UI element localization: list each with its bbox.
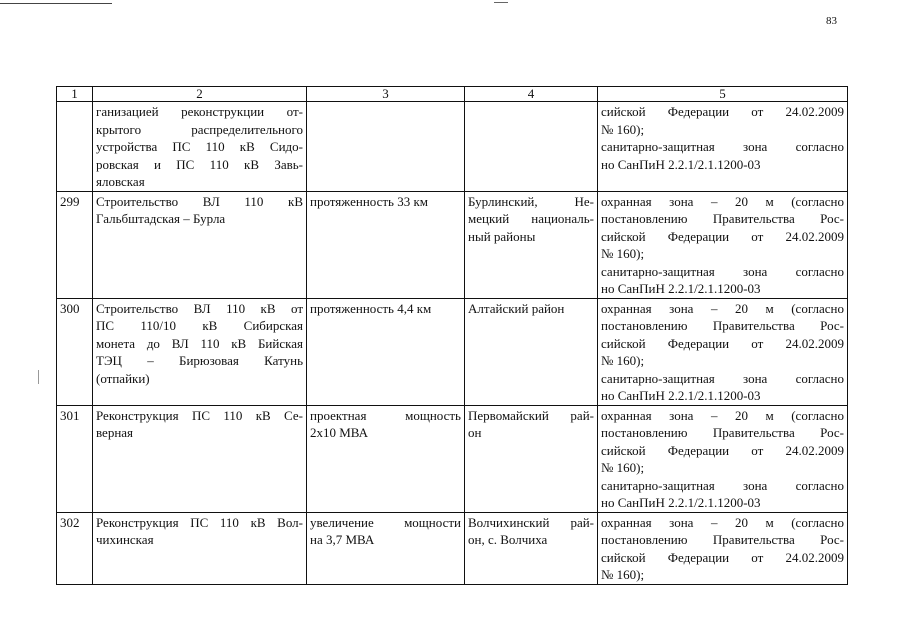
- cell-text-line: он: [468, 425, 482, 440]
- cell-text-line: но СанПиН 2.2.1/2.1.1200-03: [601, 156, 761, 172]
- district-cell: [465, 512, 598, 584]
- cell-text-line: охранная зона – 20 м (согласно: [601, 407, 844, 423]
- cell-text-line: Реконструкция ПС 110 кВ Вол-: [96, 514, 303, 530]
- cell-text-line: но СанПиН 2.2.1/2.1.1200-03: [601, 281, 761, 296]
- protection-zone-cell: [598, 405, 848, 512]
- cell-text-line: Строительство ВЛ 110 кВ: [96, 193, 303, 209]
- cell-text-line: санитарно-защитная зона согласно: [601, 139, 844, 154]
- column-header-2: 2: [93, 87, 307, 102]
- cell-text-line: № 160);: [601, 567, 645, 582]
- cell-text-line: Реконструкция ПС 110 кВ Се-: [96, 407, 303, 423]
- table-row: [57, 191, 848, 298]
- row-number-cell: 300: [57, 298, 93, 405]
- row-number-cell: 302: [57, 512, 93, 584]
- cell-text-line: верная: [96, 425, 134, 440]
- cell-text-line: № 160);: [601, 121, 645, 137]
- cell-text-line: охранная зона – 20 м (согласно: [601, 514, 844, 530]
- district-cell: [465, 405, 598, 512]
- page-number: 83: [826, 15, 837, 27]
- cell-text-line: ный районы: [468, 228, 536, 244]
- object-name-cell: [93, 512, 307, 584]
- table-header-row: [57, 87, 848, 102]
- table-row: [57, 298, 848, 405]
- district-cell: [465, 191, 598, 298]
- cell-text-line: (отпайки): [96, 370, 150, 386]
- cell-text-line: № 160);: [601, 353, 645, 368]
- protection-zone-cell: [598, 191, 848, 298]
- cell-text-line: санитарно-защитная зона согласно: [601, 263, 844, 279]
- cell-text-line: Волчихинский рай-: [468, 514, 594, 530]
- row-number-cell: 301: [57, 405, 93, 512]
- object-name-cell: [93, 298, 307, 405]
- cell-text-line: постановлению Правительства Рос-: [601, 318, 844, 333]
- cell-text-line: ровская и ПС 110 кВ Завь-: [96, 156, 303, 172]
- parameters-cell: [307, 512, 465, 584]
- cell-text-line: охранная зона – 20 м (согласно: [601, 300, 844, 316]
- cell-text-line: сийской Федерации от 24.02.2009: [601, 549, 844, 565]
- protection-zone-cell: [598, 512, 848, 584]
- cell-text-line: постановлению Правительства Рос-: [601, 425, 844, 440]
- object-name-cell: [93, 405, 307, 512]
- cell-text-line: Алтайский район: [468, 300, 565, 316]
- parameters-cell: [307, 191, 465, 298]
- cell-text-line: протяженность 4,4 км: [310, 300, 432, 316]
- cell-text-line: на 3,7 МВА: [310, 532, 375, 547]
- cell-text-line: сийской Федерации от 24.02.2009: [601, 442, 844, 458]
- cell-text-line: Гальбштадская – Бурла: [96, 211, 226, 226]
- table-row: [57, 102, 848, 192]
- cell-text-line: он, с. Волчиха: [468, 532, 548, 547]
- protection-zone-cell: [598, 102, 848, 192]
- object-name-cell: [93, 191, 307, 298]
- cell-text-line: санитарно-защитная зона согласно: [601, 477, 844, 493]
- table-row: [57, 405, 848, 512]
- cell-text-line: Первомайский рай-: [468, 407, 594, 423]
- cell-text-line: увеличение мощности: [310, 514, 461, 530]
- cell-text-line: санитарно-защитная зона согласно: [601, 370, 844, 386]
- column-header-4: 4: [465, 87, 598, 102]
- cell-text-line: сийской Федерации от 24.02.2009: [601, 104, 844, 119]
- district-cell: [465, 298, 598, 405]
- column-header-1: 1: [57, 87, 93, 102]
- scan-margin-mark: [38, 370, 39, 384]
- cell-text-line: ПС 110/10 кВ Сибирская: [96, 318, 303, 333]
- cell-text-line: Бурлинский, Не-: [468, 193, 594, 209]
- row-number-cell: [57, 102, 93, 192]
- scan-edge-dash: [494, 2, 508, 3]
- cell-text-line: № 160);: [601, 246, 645, 261]
- protection-zone-cell: [598, 298, 848, 405]
- cell-text-line: но СанПиН 2.2.1/2.1.1200-03: [601, 388, 761, 403]
- cell-text-line: но СанПиН 2.2.1/2.1.1200-03: [601, 495, 761, 510]
- table-row: [57, 512, 848, 584]
- cell-text-line: ганизацией реконструкции от-: [96, 104, 303, 119]
- cell-text-line: охранная зона – 20 м (согласно: [601, 193, 844, 209]
- cell-text-line: сийской Федерации от 24.02.2009: [601, 228, 844, 244]
- cell-text-line: мецкий националь-: [468, 211, 594, 226]
- cell-text-line: яловская: [96, 174, 145, 189]
- cell-text-line: ТЭЦ – Бирюзовая Катунь: [96, 353, 303, 368]
- infrastructure-table: [56, 86, 848, 585]
- object-name-cell: [93, 102, 307, 192]
- cell-text-line: № 160);: [601, 460, 645, 475]
- cell-text-line: проектная мощность: [310, 407, 461, 423]
- cell-text-line: монета до ВЛ 110 кВ Бийская: [96, 335, 303, 351]
- cell-text-line: устройства ПС 110 кВ Сидо-: [96, 139, 303, 154]
- cell-text-line: чихинская: [96, 532, 154, 547]
- parameters-cell: [307, 102, 465, 192]
- column-header-5: 5: [598, 87, 848, 102]
- cell-text-line: крытого распределительного: [96, 121, 303, 137]
- cell-text-line: постановлению Правительства Рос-: [601, 211, 844, 226]
- cell-text-line: постановлению Правительства Рос-: [601, 532, 844, 547]
- parameters-cell: [307, 405, 465, 512]
- cell-text-line: сийской Федерации от 24.02.2009: [601, 335, 844, 351]
- row-number-cell: 299: [57, 191, 93, 298]
- column-header-3: 3: [307, 87, 465, 102]
- cell-text-line: Строительство ВЛ 110 кВ от: [96, 300, 303, 316]
- parameters-cell: [307, 298, 465, 405]
- scan-edge-line: [0, 3, 112, 4]
- cell-text-line: протяженность 33 км: [310, 193, 429, 209]
- district-cell: [465, 102, 598, 192]
- cell-text-line: 2х10 МВА: [310, 425, 369, 440]
